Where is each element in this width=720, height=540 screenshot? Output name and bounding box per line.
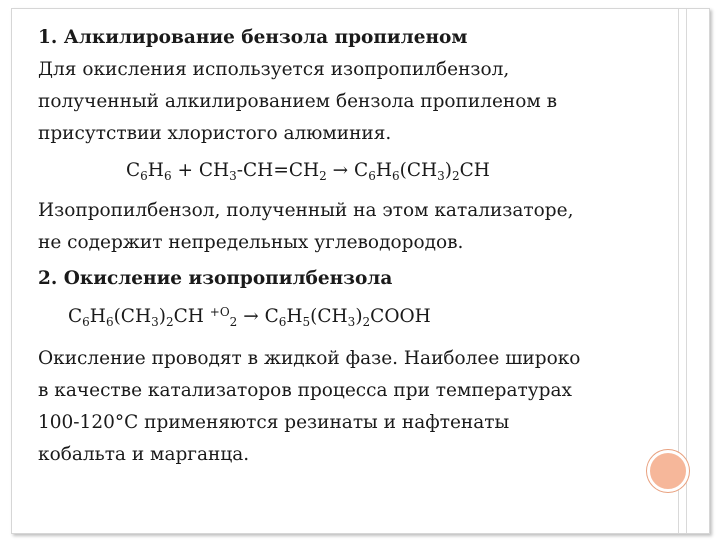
equation-oxidation: $C_6H_6(CH_3)_2CH$ $^{+O}_2 \to C_6H_5(CH_3)_2COOH$ — [68, 305, 431, 329]
side-line — [686, 9, 687, 533]
paragraph-line: кобальта и марганца. — [38, 444, 250, 465]
equation-alkylation: $C_6H_6 + CH_3-CH=CH_2 \to C_6H_6(CH_3)_2CH$ — [126, 160, 490, 183]
paragraph-line: Для окисления используется изопропилбензол, — [38, 59, 510, 80]
paragraph-line: в качестве катализаторов процесса при температурах — [38, 380, 572, 401]
heading-oxidation: 2. Окисление изопропилбензола — [38, 268, 393, 289]
paragraph-line: присутствии хлористого алюминия. — [38, 123, 392, 144]
slide-content — [38, 22, 678, 471]
side-decoration — [703, 9, 709, 533]
paragraph-line: 100-120°C применяются резинаты и нафтенаты — [38, 412, 510, 433]
paragraph-line: Изопропилбензол, полученный на этом катализаторе, — [38, 200, 574, 221]
paragraph-line: не содержит непредельных углеводородов. — [38, 232, 464, 253]
heading-alkylation: 1. Алкилирование бензола пропиленом — [38, 27, 468, 48]
paragraph-line: Окисление проводят в жидкой фазе. Наиболее широко — [38, 348, 581, 369]
paragraph-line: полученный алкилированием бензола пропиленом в — [38, 91, 558, 112]
